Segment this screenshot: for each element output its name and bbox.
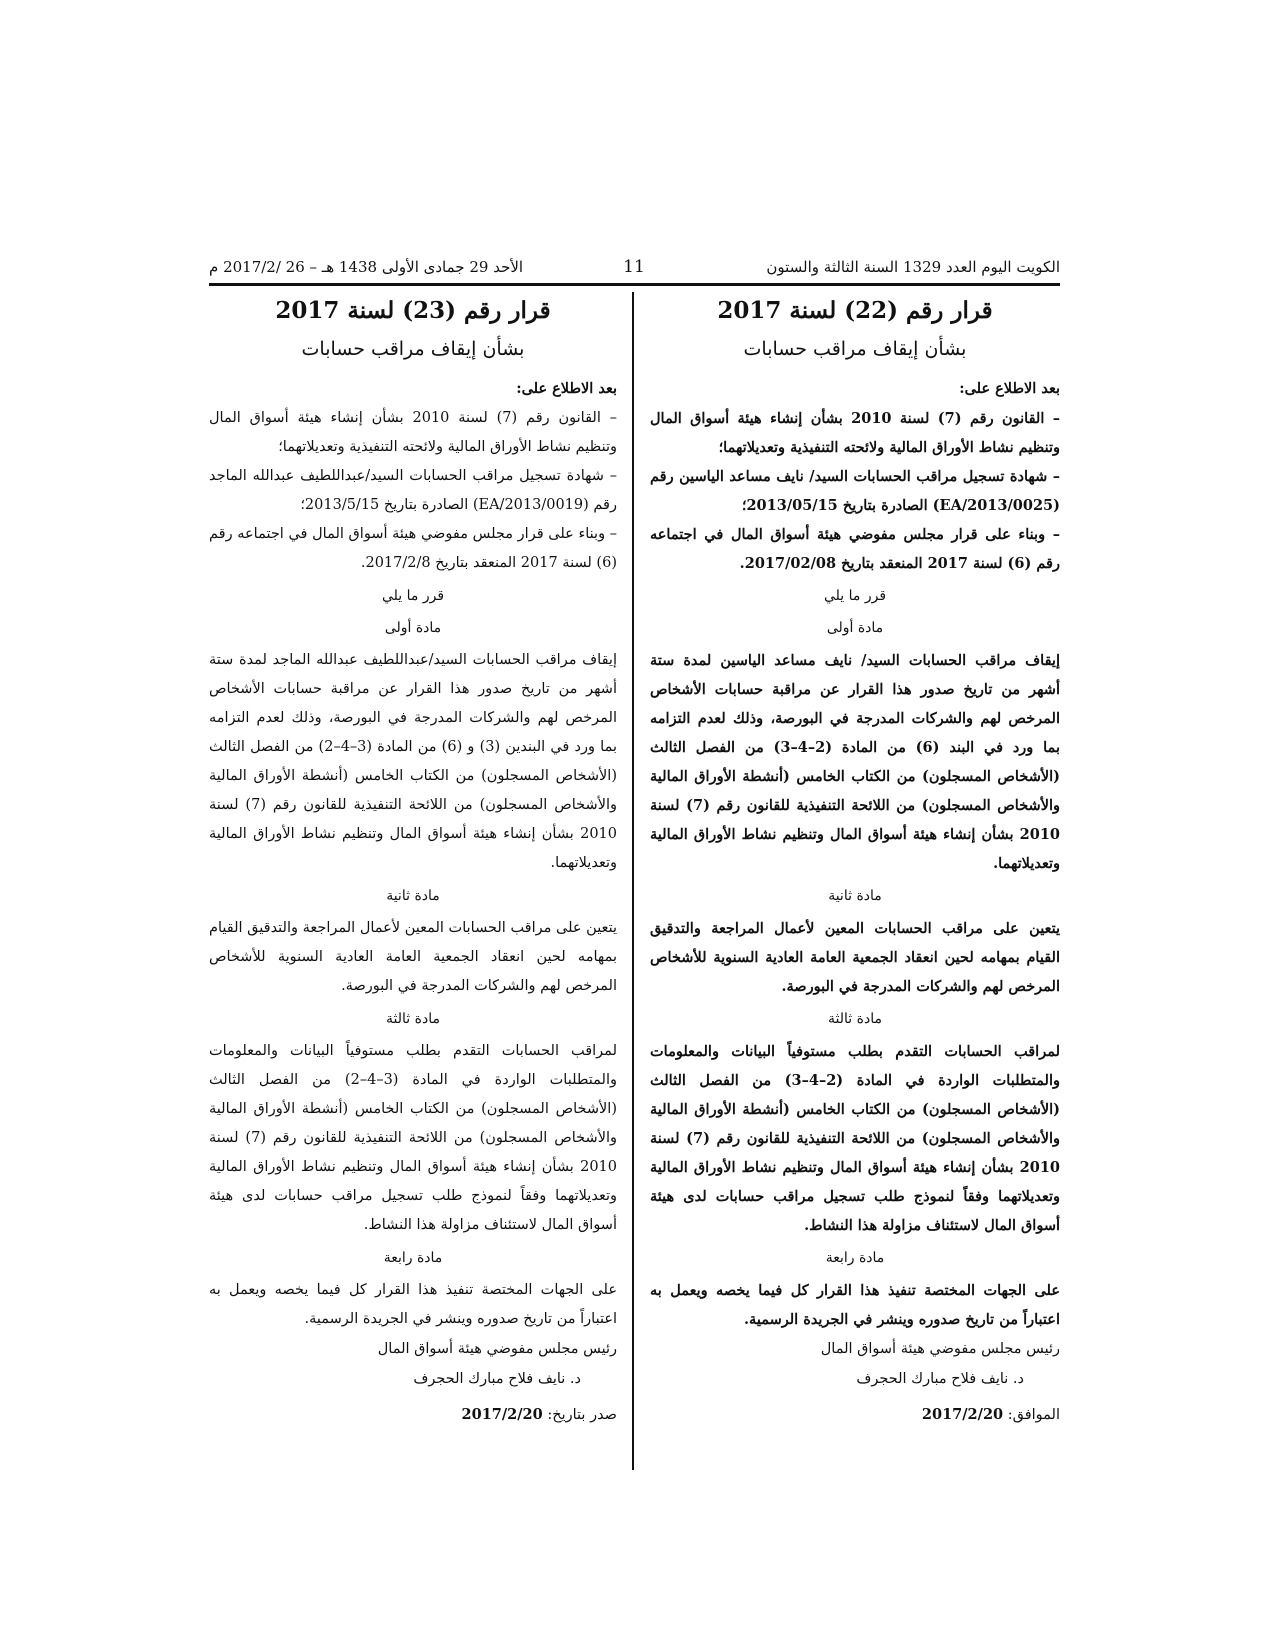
decision-22-column — [650, 294, 1060, 1430]
preamble-lead: بعد الاطلاع على: — [516, 380, 617, 397]
signature-title: رئيس مجلس مفوضي هيئة أسواق المال — [820, 1341, 1060, 1357]
resolved-heading: قرر ما يلي — [823, 588, 887, 604]
article-heading: مادة ثالثة — [386, 1011, 440, 1027]
article-text: إيقاف مراقب الحسابات السيد/ نايف مساعد الياسين لمدة ستة أشهر من تاريخ صدور هذا القرار عن مراقبة حسابات الأشخاص المرخص لهم والشركات المدرجة في البورصة، وذلك لعدم التزامه بما ورد في البند (6) من المادة (2–4–3) من الفصل الثالث (الأشخاص المسجلون) من الكتاب الخامس (أنشطة الأوراق المالية والأشخاص المسجلون) من اللائحة التنفيذية للقانون رقم (7) لسنة 2010 بشأن إنشاء هيئة أسواق المال وتنظيم نشاط الأوراق المالية وتعديلاتهما. — [650, 652, 1060, 872]
preamble-item: – شهادة تسجيل مراقب الحسابات السيد/عبداللطيف عبدالله الماجد رقم (EA/2013/0019) الصادرة بتاريخ 2013/5/15؛ — [209, 468, 617, 513]
preamble-lead: بعد الاطلاع على: — [959, 380, 1060, 397]
article-heading: مادة أولى — [384, 620, 442, 636]
article-text: على الجهات المختصة تنفيذ هذا القرار كل فيما يخصه ويعمل به اعتباراً من تاريخ صدوره وينشر في الجريدة الرسمية. — [209, 1282, 617, 1327]
preamble-item: – القانون رقم (7) لسنة 2010 بشأن إنشاء هيئة أسواق المال وتنظيم نشاط الأوراق المالية ولائحته التنفيذية وتعديلاتهما؛ — [209, 410, 617, 455]
signature-name: د. نايف فلاح مبارك الحجرف — [856, 1371, 1024, 1387]
signature-name: د. نايف فلاح مبارك الحجرف — [413, 1371, 581, 1387]
page-number: 11 — [623, 257, 645, 277]
header-divider — [209, 283, 1060, 286]
preamble-item: – شهادة تسجيل مراقب الحسابات السيد/ نايف مساعد الياسين رقم (EA/2013/0025) الصادرة بتاريخ 2013/05/15؛ — [650, 468, 1060, 514]
date-label: الموافق: — [1007, 1407, 1060, 1423]
decision-date — [209, 1400, 617, 1430]
article-text: لمراقب الحسابات التقدم بطلب مستوفياً البيانات والمعلومات والمتطلبات الواردة في المادة (2–4–3) من الفصل الثالث (الأشخاص المسجلون) من الكتاب الخامس (أنشطة الأوراق المالية والأشخاص المسجلون) من اللائحة التنفيذية للقانون رقم (7) لسنة 2010 بشأن إنشاء هيئة أسواق المال وتنظيم نشاط الأوراق المالية وتعديلاتهما وفقاً لنموذج طلب تسجيل مراقب حسابات لدى هيئة أسواق المال لاستئناف مزاولة هذا النشاط. — [650, 1043, 1060, 1234]
article-text: لمراقب الحسابات التقدم بطلب مستوفياً البيانات والمعلومات والمتطلبات الواردة في المادة (3–4–2) من الفصل الثالث (الأشخاص المسجلون) من الكتاب الخامس (أنشطة الأوراق المالية والأشخاص المسجلون) من اللائحة التنفيذية للقانون رقم (7) لسنة 2010 بشأن إنشاء هيئة أسواق المال وتنظيم نشاط الأوراق المالية وتعديلاتهما وفقاً لنموذج طلب تسجيل مراقب حسابات لدى هيئة أسواق المال لاستئناف مزاولة هذا النشاط. — [209, 1043, 617, 1233]
decision-title: قرار رقم (23) لسنة 2017 — [275, 297, 551, 324]
column-divider — [632, 292, 634, 1470]
decision-date — [650, 1400, 1060, 1430]
issue-date: الأحد 29 جمادى الأولى 1438 هـ – 26 /2017/2 م — [209, 258, 524, 276]
article-text: على الجهات المختصة تنفيذ هذا القرار كل فيما يخصه ويعمل به اعتباراً من تاريخ صدوره وينشر في الجريدة الرسمية. — [650, 1282, 1060, 1328]
gazette-issue-label: الكويت اليوم العدد 1329 السنة الثالثة والستون — [766, 258, 1060, 276]
article-heading: مادة ثانية — [386, 888, 440, 904]
preamble-item: – القانون رقم (7) لسنة 2010 بشأن إنشاء هيئة أسواق المال وتنظيم نشاط الأوراق المالية ولائحته التنفيذية وتعديلاتهما؛ — [650, 410, 1060, 456]
date-value: 2017/2/20 — [461, 1406, 543, 1423]
preamble-item: – وبناء على قرار مجلس مفوضي هيئة أسواق المال في اجتماعه رقم (6) لسنة 2017 المنعقد بتاريخ 2017/02/08. — [650, 526, 1060, 572]
decision-subtitle: بشأن إيقاف مراقب حسابات — [301, 338, 525, 360]
article-text: يتعين على مراقب الحسابات المعين لأعمال المراجعة والتدقيق القيام بمهامه لحين انعقاد الجمعية العامة العادية السنوية للأشخاص المرخص لهم والشركات المدرجة في البورصة. — [209, 920, 617, 994]
decision-subtitle: بشأن إيقاف مراقب حسابات — [743, 338, 967, 360]
decision-title: قرار رقم (22) لسنة 2017 — [717, 297, 993, 324]
date-label: صدر بتاريخ: — [547, 1407, 617, 1423]
running-header — [209, 255, 1060, 281]
article-text: يتعين على مراقب الحسابات المعين لأعمال المراجعة والتدقيق القيام بمهامه لحين انعقاد الجمعية العامة العادية السنوية للأشخاص المرخص لهم والشركات المدرجة في البورصة. — [650, 920, 1060, 995]
article-heading: مادة أولى — [826, 620, 884, 636]
decision-23-column — [209, 294, 617, 1430]
resolved-heading: قرر ما يلي — [381, 588, 445, 604]
date-value: 2017/2/20 — [921, 1406, 1004, 1423]
article-text: إيقاف مراقب الحسابات السيد/عبداللطيف عبدالله الماجد لمدة ستة أشهر من تاريخ صدور هذا القرار عن مراقبة حسابات الأشخاص المرخص لهم والشركات المدرجة في البورصة، وذلك لعدم التزامه بما ورد في البندين (3) و (6) من المادة (3–4–2) من الفصل الثالث (الأشخاص المسجلون) من الكتاب الخامس (أنشطة الأوراق المالية والأشخاص المسجلون) من اللائحة التنفيذية للقانون رقم (7) لسنة 2010 بشأن إنشاء هيئة أسواق المال وتنظيم نشاط الأوراق المالية وتعديلاتهما. — [209, 652, 617, 871]
preamble-item: – وبناء على قرار مجلس مفوضي هيئة أسواق المال في اجتماعه رقم (6) لسنة 2017 المنعقد بتاريخ 2017/2/8. — [209, 526, 617, 571]
article-heading: مادة ثانية — [828, 888, 882, 904]
article-heading: مادة رابعة — [383, 1250, 443, 1266]
article-heading: مادة رابعة — [825, 1250, 885, 1266]
signature-title: رئيس مجلس مفوضي هيئة أسواق المال — [377, 1341, 617, 1357]
article-heading: مادة ثالثة — [828, 1011, 882, 1027]
